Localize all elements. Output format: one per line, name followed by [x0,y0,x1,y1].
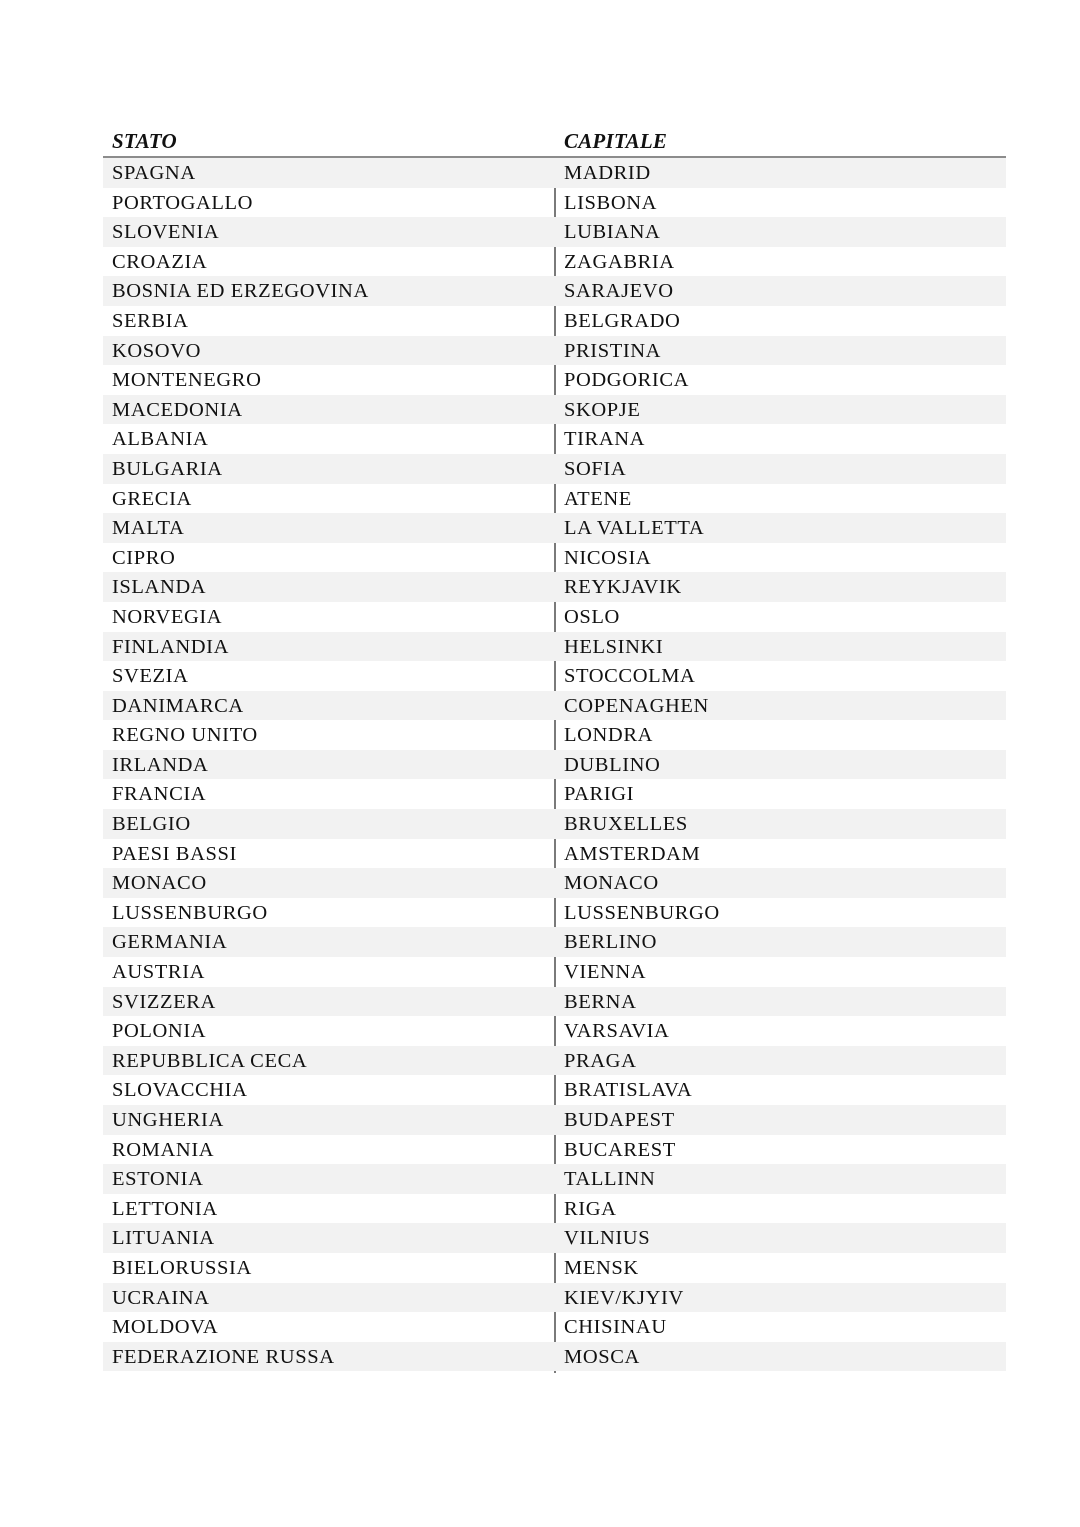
table-row [103,720,1006,750]
cell-stato: POLONIA [112,1020,207,1043]
cell-stato: BOSNIA ED ERZEGOVINA [112,280,369,303]
cell-capitale: BRUXELLES [564,813,688,836]
cell-capitale: LONDRA [564,724,654,747]
cell-stato: IRLANDA [112,753,209,776]
table-row [103,839,1006,869]
table-row [103,1105,1006,1135]
cell-capitale: VILNIUS [564,1227,651,1250]
table-row [103,1164,1006,1194]
cell-stato: BELGIO [112,813,191,836]
header-stato: STATO [112,129,177,153]
cell-stato: ISLANDA [112,576,207,599]
cell-stato: ALBANIA [112,428,209,451]
cell-stato: MONACO [112,872,207,895]
cell-stato: SERBIA [112,309,189,332]
cell-stato: BULGARIA [112,457,223,480]
cell-capitale: BELGRADO [564,309,681,332]
cell-stato: REGNO UNITO [112,724,258,747]
table-row [103,750,1006,780]
cell-stato: SPAGNA [112,162,196,184]
cell-stato: BIELORUSSIA [112,1256,252,1279]
table-row [103,1075,1006,1105]
cell-stato: AUSTRIA [112,961,206,984]
table-row [103,691,1006,721]
cell-capitale: BERNA [564,990,637,1013]
cell-capitale: BERLINO [564,931,658,954]
cell-stato: MOLDOVA [112,1316,219,1339]
cell-stato: CIPRO [112,546,176,569]
table-row [103,543,1006,573]
header-capitale: CAPITALE [564,129,668,153]
cell-stato: NORVEGIA [112,605,223,628]
cell-stato: PORTOGALLO [112,191,254,214]
cell-capitale: SARAJEVO [564,280,674,303]
table-row [103,927,1006,957]
table-row [103,454,1006,484]
table-row [103,1283,1006,1313]
cell-stato: ROMANIA [112,1138,215,1161]
cell-capitale: LUSSENBURGO [564,901,720,924]
table-row [103,395,1006,425]
cell-capitale: BUDAPEST [564,1109,675,1131]
cell-stato: DANIMARCA [112,694,244,717]
table-row [103,1135,1006,1165]
cell-capitale: LISBONA [564,191,658,214]
cell-stato: SLOVENIA [112,221,220,244]
cell-stato: GRECIA [112,487,192,510]
cell-capitale: VARSAVIA [564,1020,670,1043]
table-row [103,1312,1006,1342]
table-header [103,125,1006,158]
table-row [103,661,1006,691]
cell-capitale: COPENAGHEN [564,694,709,717]
cell-stato: ESTONIA [112,1168,204,1191]
table-row [103,779,1006,809]
countries-capitals-table [103,125,1006,1371]
table-row [103,1342,1006,1372]
table-row [103,217,1006,247]
table-row [103,306,1006,336]
cell-capitale: PRAGA [564,1049,637,1072]
table-row [103,1194,1006,1224]
cell-stato: CROAZIA [112,250,208,273]
cell-capitale: SKOPJE [564,398,641,421]
cell-capitale: CHISINAU [564,1316,667,1339]
table-body [103,158,1006,1371]
table-row [103,632,1006,662]
cell-capitale: BUCAREST [564,1138,676,1161]
cell-stato: KOSOVO [112,339,202,362]
cell-capitale: PRISTINA [564,339,662,362]
table-row [103,1016,1006,1046]
cell-stato: UCRAINA [112,1286,210,1309]
cell-capitale: HELSINKI [564,635,664,658]
cell-stato: FRANCIA [112,783,207,806]
cell-capitale: MONACO [564,872,659,895]
table-row [103,957,1006,987]
table-row [103,247,1006,277]
cell-capitale: MOSCA [564,1345,640,1368]
cell-stato: PAESI BASSI [112,842,237,865]
cell-capitale: AMSTERDAM [564,842,701,865]
cell-capitale: VIENNA [564,961,647,984]
cell-capitale: ATENE [564,487,632,510]
cell-capitale: NICOSIA [564,546,652,569]
cell-capitale: TALLINN [564,1168,656,1191]
cell-stato: FINLANDIA [112,635,229,658]
table-row [103,365,1006,395]
table-row [103,572,1006,602]
table-row [103,868,1006,898]
cell-capitale: RIGA [564,1197,617,1220]
cell-stato: LETTONIA [112,1197,218,1220]
table-row [103,158,1006,188]
cell-capitale: MADRID [564,162,651,184]
cell-capitale: TIRANA [564,428,646,451]
table-row [103,1046,1006,1076]
cell-capitale: LUBIANA [564,221,661,244]
cell-capitale: LA VALLETTA [564,517,705,540]
table-row [103,188,1006,218]
cell-capitale: PODGORICA [564,369,689,392]
cell-capitale: PARIGI [564,783,635,806]
cell-capitale: KIEV/KJYIV [564,1286,684,1309]
table-row [103,1253,1006,1283]
cell-capitale: MENSK [564,1256,639,1279]
cell-capitale: ZAGABRIA [564,250,675,273]
table-row [103,898,1006,928]
table-row [103,336,1006,366]
table-row [103,484,1006,514]
table-row [103,987,1006,1017]
table-row [103,602,1006,632]
table-row [103,276,1006,306]
table-row [103,513,1006,543]
cell-capitale: OSLO [564,605,620,628]
table-row [103,424,1006,454]
cell-stato: FEDERAZIONE RUSSA [112,1345,335,1368]
table-row [103,809,1006,839]
cell-stato: GERMANIA [112,931,228,954]
cell-stato: MALTA [112,517,185,540]
cell-stato: SVIZZERA [112,990,216,1013]
cell-capitale: REYKJAVIK [564,576,682,599]
cell-capitale: STOCCOLMA [564,665,696,688]
cell-stato: LITUANIA [112,1227,215,1250]
cell-stato: SVEZIA [112,665,189,688]
cell-capitale: DUBLINO [564,753,661,776]
cell-capitale: SOFIA [564,457,627,480]
table-row [103,1223,1006,1253]
cell-stato: MONTENEGRO [112,369,262,392]
cell-stato: UNGHERIA [112,1109,224,1131]
cell-stato: LUSSENBURGO [112,901,268,924]
cell-stato: REPUBBLICA CECA [112,1049,308,1072]
cell-capitale: BRATISLAVA [564,1079,693,1102]
cell-stato: MACEDONIA [112,398,243,421]
cell-stato: SLOVACCHIA [112,1079,248,1102]
